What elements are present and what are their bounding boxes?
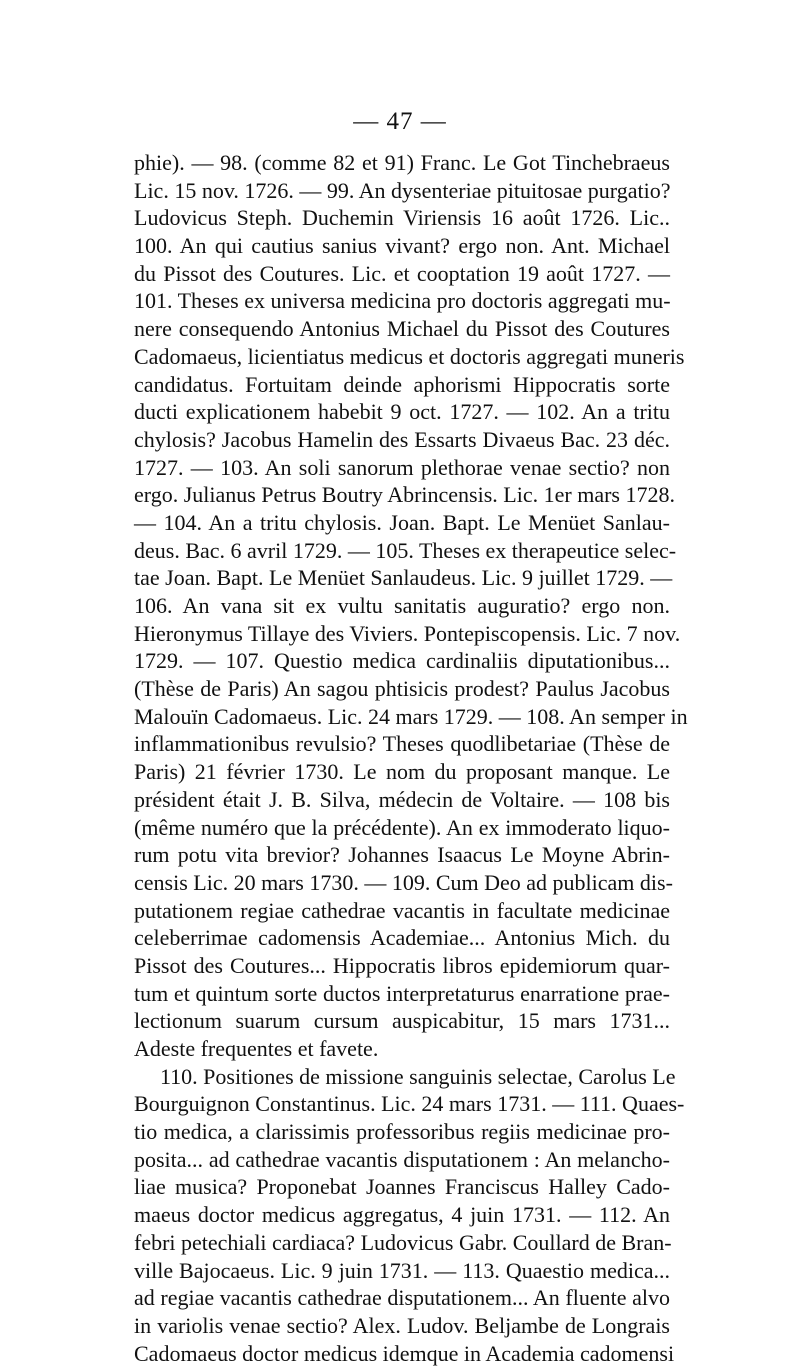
text-line: Cadomaeus doctor medicus idemque in Academia cadomensi	[134, 1340, 675, 1366]
text-line: Adeste frequentes et favete.	[134, 1036, 379, 1061]
text-line: — 104. An a tritu chylosis. Joan. Bapt. Le Menüet Sanlau-	[134, 509, 670, 535]
text-line: censis Lic. 20 mars 1730. — 109. Cum Deo ad publicam dis-	[134, 869, 673, 895]
text-line: chylosis? Jacobus Hamelin des Essarts Divaeus Bac. 23 déc.	[134, 426, 670, 452]
text-line: Pissot des Coutures... Hippocratis libros epidemiorum quar-	[134, 952, 670, 978]
page-number: — 47 —	[353, 108, 447, 135]
text-line: tum et quintum sorte ductos interpretaturus enarratione prae-	[134, 980, 670, 1006]
text-line: ad regiae vacantis cathedrae disputationem... An fluente alvo	[134, 1285, 670, 1311]
text-line: putationem regiae cathedrae vacantis in facultate medicinae	[134, 897, 670, 923]
text-line: Paris) 21 février 1730. Le nom du proposant manque. Le	[134, 759, 670, 785]
text-line: Cadomaeus, licientiatus medicus et doctoris aggregati muneris	[134, 343, 685, 369]
text-line: Malouïn Cadomaeus. Lic. 24 mars 1729. — 108. An semper in	[134, 703, 688, 729]
text-line: 101. Theses ex universa medicina pro doctoris aggregati mu-	[134, 288, 671, 314]
text-line: Ludovicus Steph. Duchemin Viriensis 16 août 1726. Lic..	[134, 205, 670, 231]
body-text	[134, 149, 688, 1367]
text-line: (même numéro que la précédente). An ex immoderato liquo-	[134, 814, 670, 840]
text-line: Hieronymus Tillaye des Viviers. Pontepiscopensis. Lic. 7 nov.	[134, 620, 681, 646]
text-line: febri petechiali cardiaca? Ludovicus Gabr. Coullard de Bran-	[134, 1229, 672, 1255]
text-line: rum potu vita brevior? Johannes Isaacus Le Moyne Abrin-	[134, 842, 670, 868]
text-line: tio medica, a clarissimis professoribus regiis medicinae pro-	[134, 1119, 670, 1145]
text-line: 106. An vana sit ex vultu sanitatis auguratio? ergo non.	[134, 593, 670, 618]
text-line: nere consequendo Antonius Michael du Pissot des Coutures	[134, 316, 670, 342]
text-line: deus. Bac. 6 avril 1729. — 105. Theses ex therapeutice selec-	[134, 537, 677, 563]
text-line: du Pissot des Coutures. Lic. et cooptation 19 août 1727. —	[134, 260, 670, 286]
text-line: maeus doctor medicus aggregatus, 4 juin 1731. — 112. An	[134, 1202, 670, 1228]
text-line: celeberrimae cadomensis Academiae... Antonius Mich. du	[134, 925, 670, 951]
text-line: ergo. Julianus Petrus Boutry Abrincensis. Lic. 1er mars 1728.	[134, 482, 675, 508]
text-line: tae Joan. Bapt. Le Menüet Sanlaudeus. Lic. 9 juillet 1729. —	[134, 565, 673, 591]
text-line: inflammationibus revulsio? Theses quodlibetariae (Thèse de	[134, 731, 670, 757]
text-line: liae musica? Proponebat Joannes Franciscus Halley Cado-	[134, 1174, 670, 1200]
text-line: Bourguignon Constantinus. Lic. 24 mars 1731. — 111. Quaes-	[134, 1091, 685, 1117]
text-line: candidatus. Fortuitam deinde aphorismi Hippocratis sorte	[134, 371, 670, 397]
text-line: 100. An qui cautius sanius vivant? ergo non. Ant. Michael	[134, 233, 670, 259]
text-line: ducti explicationem habebit 9 oct. 1727. — 102. An a tritu	[134, 399, 670, 425]
text-line: (Thèse de Paris) An sagou phtisicis prodest? Paulus Jacobus	[134, 676, 670, 702]
text-line: ville Bajocaeus. Lic. 9 juin 1731. — 113. Quaestio medica...	[134, 1257, 670, 1283]
text-line: 1729. — 107. Questio medica cardinaliis diputationibus...	[134, 648, 670, 674]
text-line: président était J. B. Silva, médecin de Voltaire. — 108 bis	[134, 786, 670, 812]
text-line: lectionum suarum cursum auspicabitur, 15 mars 1731...	[134, 1008, 670, 1034]
text-line: Lic. 15 nov. 1726. — 99. An dysenteriae pituitosae purgatio?	[134, 177, 671, 203]
text-line: 1727. — 103. An soli sanorum plethorae venae sectio? non	[134, 454, 670, 480]
text-line: posita... ad cathedrae vacantis disputationem : An melancho-	[134, 1146, 670, 1172]
text-line: in variolis venae sectio? Alex. Ludov. Beljambe de Longrais	[134, 1312, 670, 1338]
text-line: 110. Positiones de missione sanguinis selectae, Carolus Le	[160, 1063, 676, 1089]
text-line: phie). — 98. (comme 82 et 91) Franc. Le Got Tinchebraeus	[134, 150, 670, 175]
